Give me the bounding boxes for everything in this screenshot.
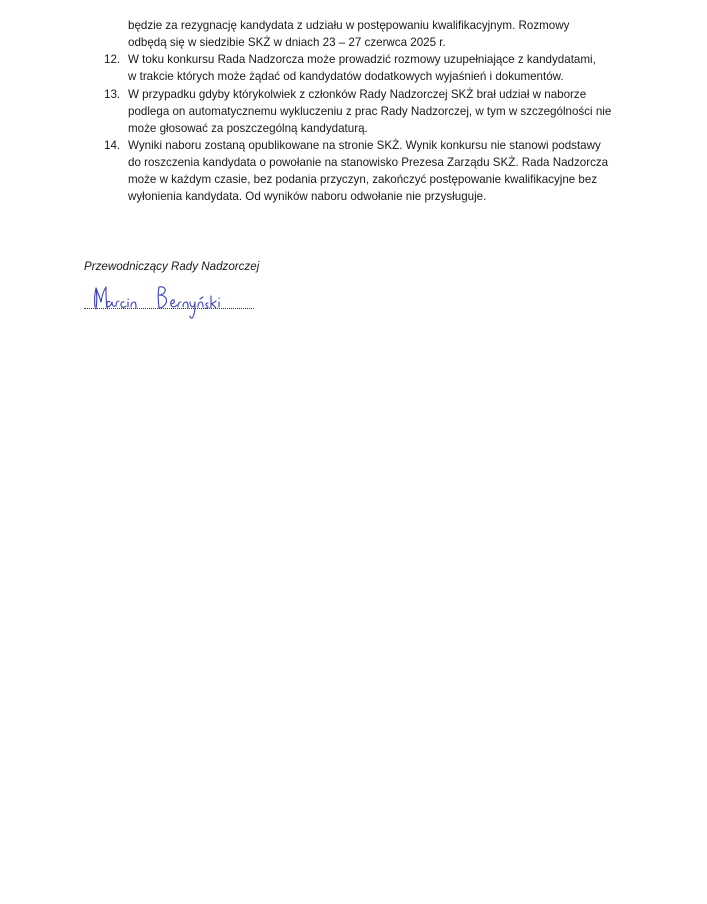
list-item-line: podlega on automatycznemu wykluczeniu z prac Rady Nadzorczej, w tym w szczególności nie bbox=[128, 105, 612, 119]
signature-block bbox=[84, 258, 344, 275]
signature-line bbox=[84, 306, 254, 309]
list-item-line: do roszczenia kandydata o powołanie na stanowisko Prezesa Zarządu SKŻ. Rada Nadzorcza bbox=[128, 156, 609, 170]
list-item-14 bbox=[104, 137, 634, 205]
list-item-number: 12. bbox=[104, 53, 121, 66]
list-item-line: może w każdym czasie, bez podania przyczyn, zakończyć postępowanie kwalifikacyjne bez bbox=[128, 173, 598, 187]
previous-item-continuation bbox=[128, 17, 628, 51]
list-item-line: w trakcie których może żądać od kandydatów dodatkowych wyjaśnień i dokumentów. bbox=[128, 70, 564, 84]
handwritten-signature bbox=[82, 278, 262, 326]
list-item-number: 13. bbox=[104, 88, 121, 101]
list-item-12 bbox=[104, 51, 634, 85]
list-item-line: W toku konkursu Rada Nadzorcza może prowadzić rozmowy uzupełniające z kandydatami, bbox=[128, 53, 596, 66]
list-item-text bbox=[128, 51, 634, 85]
signatory-title: Przewodniczący Rady Nadzorczej bbox=[84, 260, 260, 273]
continuation-line: odbędą się w siedzibie SKŻ w dniach 23 – 27 czerwca 2025 r. bbox=[128, 36, 446, 50]
list-item-line: wyłonienia kandydata. Od wyników naboru odwołanie nie przysługuje. bbox=[128, 190, 487, 204]
continuation-line: będzie za rezygnację kandydata z udziału w postępowaniu kwalifikacyjnym. Rozmowy bbox=[128, 19, 570, 32]
list-item-text bbox=[128, 137, 634, 205]
list-item-text bbox=[128, 86, 634, 137]
list-item-number: 14. bbox=[104, 139, 121, 152]
list-item-13 bbox=[104, 86, 634, 137]
list-item-line: W przypadku gdyby którykolwiek z członków Rady Nadzorczej SKŻ brał udział w naborze bbox=[128, 88, 587, 101]
list-item-line: może głosować za poszczególną kandydaturą. bbox=[128, 122, 368, 136]
list-item-line: Wyniki naboru zostaną opublikowane na stronie SKŻ. Wynik konkursu nie stanowi podstawy bbox=[128, 139, 601, 152]
